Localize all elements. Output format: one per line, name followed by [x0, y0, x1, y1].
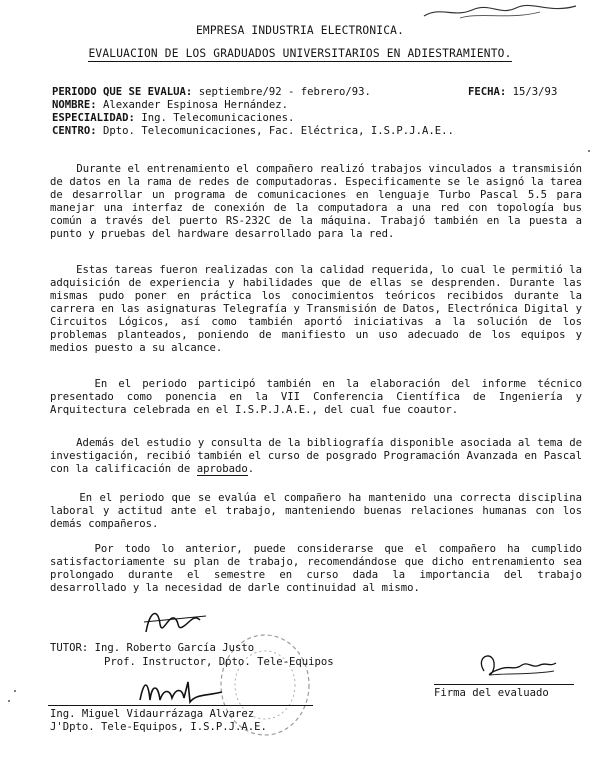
document-title: EVALUACION DE LOS GRADUADOS UNIVERSITARIOS EN ADIESTRAMIENTO. — [88, 47, 512, 60]
scan-speck — [14, 690, 16, 692]
nombre-label: NOMBRE: — [52, 99, 97, 111]
fecha-label: FECHA: — [468, 86, 507, 98]
signature-line — [48, 705, 313, 706]
fecha-value: 15/3/93 — [512, 86, 558, 98]
especialidad-value: Ing. Telecomunicaciones. — [141, 112, 295, 124]
scan-speck — [588, 150, 590, 152]
periodo-line — [52, 86, 371, 99]
centro-value: Dpto. Telecomunicaciones, Fac. Eléctrica, I.S.P.J.A.E.. — [103, 125, 454, 137]
paragraph-4-end: . — [247, 463, 255, 475]
paragraph-1: Durante el entrenamiento el compañero realizó trabajos vinculados a transmisión de datos en la rama de redes de computadoras. Especificamente se le asignó la tarea de desarrollar un programa de comunicaciones en lenguaje Turbo Pascal 5.5 para manejar una interfaz de conexión de la computadora a una red con topología bus común a través del puerto RS-232C de la máquina. Trabajó también en la puesta a punto y pruebas del hardware desarrollado para la red. — [50, 163, 589, 240]
periodo-label: PERIODO QUE SE EVALUA: — [52, 86, 193, 98]
paragraph-5: En el periodo que se evalúa el compañero ha mantenido una correcta disciplina laboral y actitud ante el trabajo, manteniendo buenas relaciones humanas con los demás compañeros. — [50, 492, 589, 530]
tutor-line — [50, 642, 254, 655]
paragraph-4 — [50, 437, 589, 476]
jefe-name: Ing. Miguel Vidaurrázaga Alvarez — [50, 708, 255, 720]
jefe-role: J'Dpto. Tele-Equipos, I.S.P.J.A.E. — [50, 721, 267, 733]
paragraph-2: Estas tareas fueron realizadas con la calidad requerida, lo cual le permitió la adquisición de experiencia y habilidades que de ellas se desprenden. Durante las mismas pudo poner en práctica los conocimientos teóricos recibidos durante la carrera en las asignaturas Telegrafía y Transmisión de Datos, Electrónica Digital y Circuitos Lógicos, así como también aportó iniciativas a la solución de los problemas planteados, poniendo de manifiesto un uso adecuado de los equipos y medios puesto a su alcance. — [50, 264, 589, 354]
nombre-line — [52, 99, 288, 112]
centro-label: CENTRO: — [52, 125, 97, 137]
tutor-role: Prof. Instructor, Dpto. Tele-Equipos — [104, 656, 334, 668]
tutor-name: Ing. Roberto García Justo — [94, 642, 255, 654]
paragraph-4-text: Además del estudio y consulta de la bibliografía disponible asociada al tema de investigación, recibió también el curso de posgrado Programación Avanzada en Pascal con la calificación de — [50, 437, 589, 475]
tutor-label: TUTOR: — [50, 642, 89, 654]
especialidad-line — [52, 112, 294, 125]
company-title: EMPRESA INDUSTRIA ELECTRONICA. — [195, 24, 405, 37]
grade-value: aprobado — [196, 463, 248, 475]
especialidad-label: ESPECIALIDAD: — [52, 112, 135, 124]
evaluado-signature — [470, 645, 560, 685]
periodo-value: septiembre/92 - febrero/93. — [198, 86, 371, 98]
nombre-value: Alexander Espinosa Hernández. — [103, 99, 289, 111]
tutor-signature — [140, 602, 210, 642]
centro-line — [52, 125, 454, 138]
scan-speck — [8, 700, 10, 702]
paragraph-3: En el periodo participó también en la elaboración del informe técnico presentado como ponencia en la VII Conferencia Científica de Ingeniería y Arquitectura celebrada en el I.S.P.J.A.E., del cual fue coautor. — [50, 378, 589, 416]
paragraph-6: Por todo lo anterior, puede considerarse que el compañero ha cumplido satisfactoriamente su plan de trabajo, recomendándose que dicho entrenamiento sea prolongado durante el semestre en curso dada la importancia del trabajo desarrollado y la necesidad de darle continuidad al mismo. — [50, 543, 589, 594]
firma-evaluado-label: Firma del evaluado — [434, 684, 574, 700]
handwritten-scribble — [420, 2, 580, 22]
fecha-line — [468, 86, 557, 99]
jefe-signature — [136, 678, 226, 708]
